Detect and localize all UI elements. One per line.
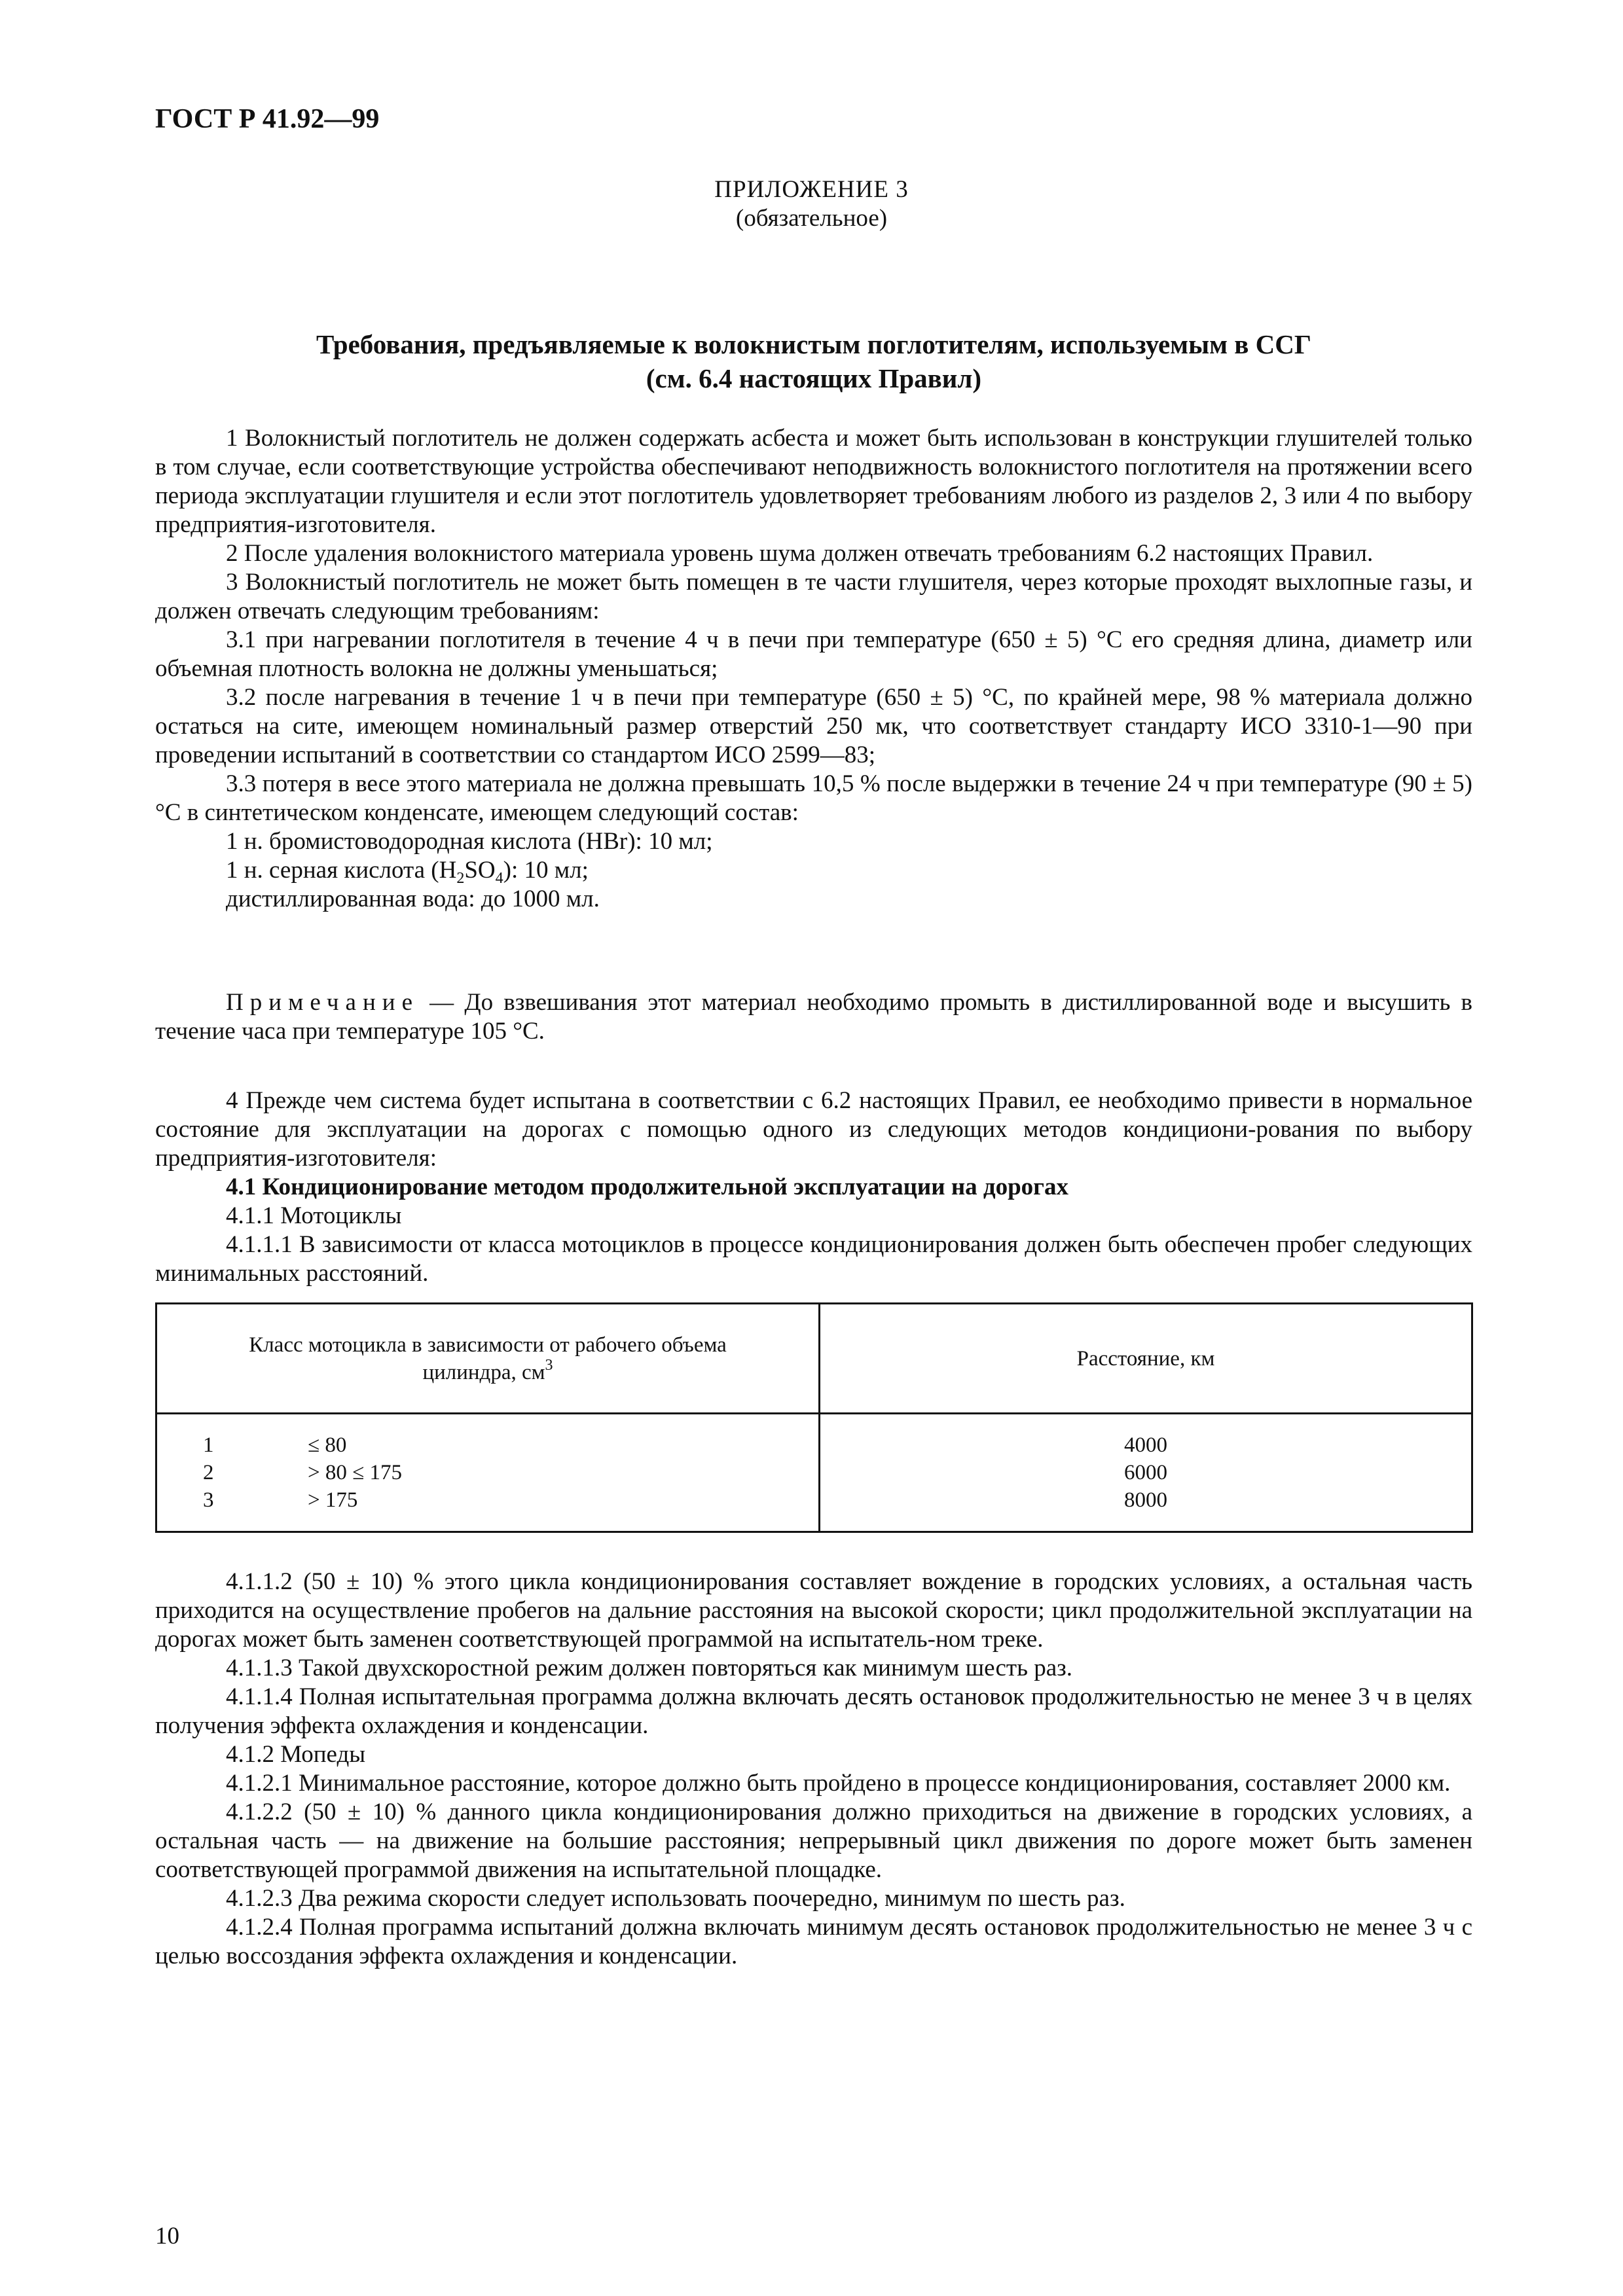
list-item-2-sub1: 2: [456, 870, 465, 887]
list-item-2: [155, 856, 1472, 885]
class-range: > 175: [308, 1488, 358, 1512]
para-2: 2 После удаления волокнистого материала уровень шума должен отвечать требованиям 6.2 настоящих Правил.: [226, 540, 1374, 567]
para-4-1-2: 4.1.2 Мопеды: [226, 1741, 366, 1768]
para-4-1-2-1: 4.1.2.1 Минимальное расстояние, которое должно быть пройдено в процессе кондиционирования, составляет 2000 км.: [226, 1770, 1451, 1797]
note-text: — До взвешивания этот материал необходимо промыть в дистиллированной воде и высушить в течение часа при температуре 105 °С.: [155, 989, 1472, 1045]
body-block-1: [155, 424, 1472, 914]
para-4-1-1-4: 4.1.1.4 Полная испытательная программа должна включать десять остановок продолжительностью не менее 3 ч в целях получения эффекта охлаждения и конденсации.: [155, 1683, 1472, 1739]
para-4-1-2-3: 4.1.2.3 Два режима скорости следует использовать поочередно, минимум по шесть раз.: [226, 1885, 1125, 1912]
class-num: 1: [203, 1433, 214, 1457]
body-block-2: [155, 1086, 1472, 1288]
table-row: [157, 1459, 818, 1486]
distance-value: 8000: [1124, 1488, 1167, 1512]
para-4-1-1-3: 4.1.1.3 Такой двухскоростной режим должен повторяться как минимум шесть раз.: [226, 1655, 1072, 1681]
para-4-1: 4.1 Кондиционирование методом продолжительной эксплуатации на дорогах: [226, 1174, 1068, 1200]
table-header-unit-sup: 3: [545, 1356, 553, 1374]
list-item-2-c: SO: [464, 857, 496, 884]
table-header-class-line2: [157, 1356, 818, 1386]
list-item-3: дистиллированная вода: до 1000 мл.: [226, 886, 600, 912]
body-block-3: [155, 1568, 1472, 1971]
page-number: 10: [155, 2223, 179, 2250]
table-distance-cells: [820, 1414, 1472, 1532]
section-title-line1: Требования, предъявляемые к волокнистым поглотителям, используемым в ССГ: [316, 329, 1311, 359]
table-header-distance: Расстояние, км: [820, 1304, 1472, 1414]
class-range: > 80 ≤ 175: [308, 1461, 402, 1484]
list-item-1: 1 н. бромистоводородная кислота (HBr): 10 мл;: [226, 828, 713, 855]
appendix-subtitle: (обязательное): [735, 205, 888, 232]
distance-value: 4000: [1124, 1433, 1167, 1457]
appendix-title: ПРИЛОЖЕНИЕ 3: [714, 176, 909, 203]
table-class-cells: [156, 1414, 820, 1532]
table-header-unit: цилиндра, см: [422, 1360, 545, 1384]
para-4-1-1-1: 4.1.1.1 В зависимости от класса мотоциклов в процессе кондиционирования должен быть обеспечен пробег следующих минимальных расстояний.: [155, 1231, 1472, 1287]
note-block: [155, 988, 1472, 1046]
section-title-line2: (см. 6.4 настоящих Правил): [646, 363, 982, 393]
list-item-2-a: 1 н. серная кислота (H: [226, 857, 457, 884]
para-3-2: 3.2 после нагревания в течение 1 ч в печи при температуре (650 ± 5) °С, по крайней мере, 98 % материала должно остаться на сите, имеющем номинальный размер отверстий 250 мк, что соответствует стандарту ИСО 3310-1—90 при проведении испытаний в соответствии со стандартом ИСО 2599—83;: [155, 684, 1472, 768]
para-4-1-1: 4.1.1 Мотоциклы: [226, 1202, 402, 1229]
standard-code: ГОСТ Р 41.92—99: [155, 104, 380, 134]
table-header-class: [156, 1304, 820, 1414]
class-range: ≤ 80: [308, 1433, 347, 1457]
para-4: 4 Прежде чем система будет испытана в соответствии с 6.2 настоящих Правил, ее необходимо привести в нормальное состояние для эксплуатации на дорогах с помощью одного из следующих методов кондициони-рования по выбору предприятия-изготовителя:: [155, 1087, 1472, 1172]
note-label: Примечание: [226, 989, 419, 1016]
para-4-1-2-2: 4.1.2.2 (50 ± 10) % данного цикла кондиционирования должно приходиться на движение в городских условиях, а остальная часть — на движение на большие расстояния; непрерывный цикл движения по дороге может быть заменен соответствующей программой движения на испытательной площадке.: [155, 1799, 1472, 1883]
list-item-2-e: ): 10 мл;: [503, 857, 589, 884]
section-title: [155, 327, 1472, 395]
para-4-1-2-4: 4.1.2.4 Полная программа испытаний должна включать минимум десять остановок продолжительностью не менее 3 ч с целью воссоздания эффекта охлаждения и конденсации.: [155, 1914, 1472, 1969]
para-3: 3 Волокнистый поглотитель не может быть помещен в те части глушителя, через которые проходят выхлопные газы, и должен отвечать следующим требованиям:: [155, 569, 1472, 624]
para-4-1-1-2: 4.1.1.2 (50 ± 10) % этого цикла кондиционирования составляет вождение в городских условиях, а остальная часть приходится на осуществление пробегов на дальние расстояния на высокой скорости; цикл продолжительной эксплуатации на дорогах может быть заменен соответствующей программой на испытатель-ном треке.: [155, 1568, 1472, 1653]
table-row: [157, 1431, 818, 1459]
table-header-class-line1: Класс мотоцикла в зависимости от рабочего объема: [249, 1333, 727, 1357]
class-num: 3: [203, 1488, 214, 1512]
para-1: 1 Волокнистый поглотитель не должен содержать асбеста и может быть использован в конструкции глушителей только в том случае, если соответствующие устройства обеспечивают неподвижность волокнистого поглотителя на протяжении всего периода эксплуатации глушителя и если этот поглотитель удовлетворяет требованиям любого из разделов 2, 3 или 4 по выбору предприятия-изготовителя.: [155, 425, 1472, 538]
list-item-2-sub2: 4: [495, 870, 503, 887]
table-row: [157, 1486, 818, 1514]
note: [155, 988, 1472, 1046]
para-3-3: 3.3 потеря в весе этого материала не должна превышать 10,5 % после выдержки в течение 24 ч при температуре (90 ± 5) °С в синтетическом конденсате, имеющем следующий состав:: [155, 770, 1472, 826]
para-3-1: 3.1 при нагревании поглотителя в течение 4 ч в печи при температуре (650 ± 5) °С его средняя длина, диаметр или объемная плотность волокна не должны уменьшаться;: [155, 626, 1472, 682]
distance-value: 6000: [1124, 1461, 1167, 1484]
distance-table: [155, 1302, 1473, 1533]
class-num: 2: [203, 1461, 214, 1484]
